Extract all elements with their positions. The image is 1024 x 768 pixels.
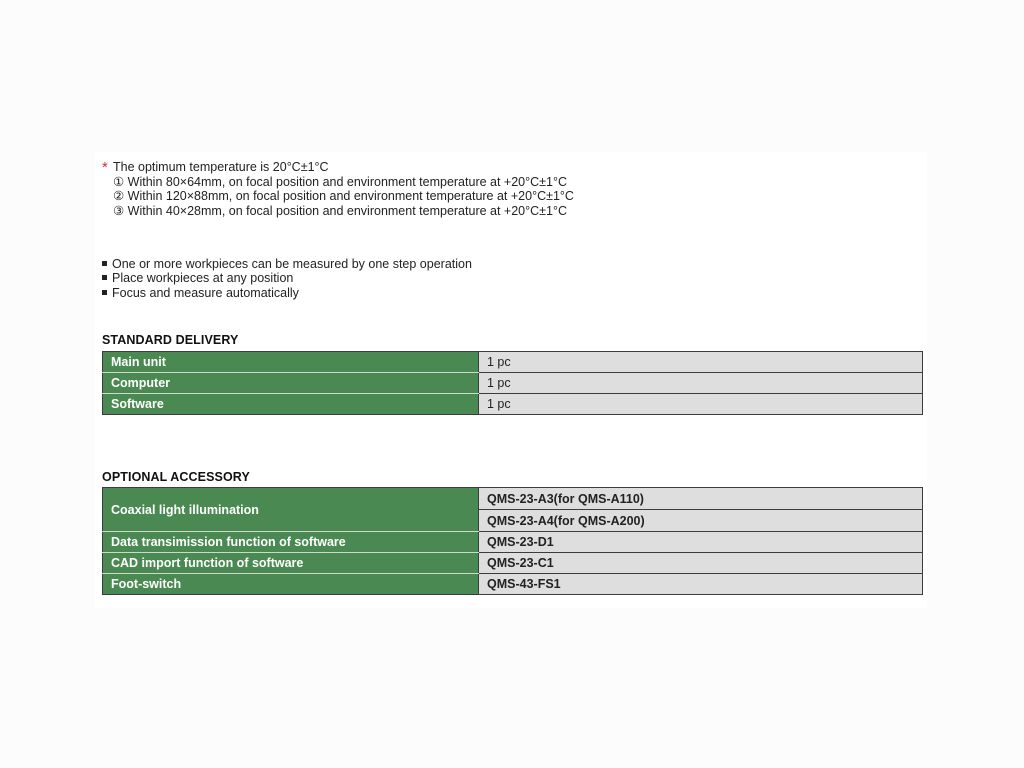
square-bullet-icon xyxy=(102,275,107,280)
feature-list xyxy=(102,257,472,300)
row-value: 1 pc xyxy=(479,373,923,394)
optional-accessory-table xyxy=(102,487,923,595)
row-label: Data transimission function of software xyxy=(103,532,479,553)
square-bullet-icon xyxy=(102,290,107,295)
table-row xyxy=(103,394,923,415)
row-value: 1 pc xyxy=(479,394,923,415)
temperature-notes xyxy=(102,160,574,218)
row-label: Computer xyxy=(103,373,479,394)
table-row xyxy=(103,532,923,553)
row-value: QMS-23-A3(for QMS-A110) xyxy=(479,488,923,510)
feature-text: Place workpieces at any position xyxy=(112,271,294,286)
feature-item xyxy=(102,271,472,285)
temperature-note-main xyxy=(102,160,574,175)
standard-delivery-title: STANDARD DELIVERY xyxy=(102,333,239,347)
feature-text: Focus and measure automatically xyxy=(112,285,299,300)
feature-text: One or more workpieces can be measured by one step operation xyxy=(112,257,472,271)
table-row xyxy=(103,553,923,574)
row-label: Main unit xyxy=(103,352,479,373)
row-value: QMS-23-C1 xyxy=(479,553,923,574)
row-label: Foot-switch xyxy=(103,574,479,595)
row-label: CAD import function of software xyxy=(103,553,479,574)
temperature-note-item: ③ Within 40×28mm, on focal position and environment temperature at +20°C±1°C xyxy=(113,203,567,218)
table-row xyxy=(103,488,923,510)
row-label: Software xyxy=(103,394,479,415)
row-value: 1 pc xyxy=(479,352,923,373)
temperature-note-text: The optimum temperature is 20°C±1°C xyxy=(113,160,329,174)
feature-item xyxy=(102,286,472,300)
table-row xyxy=(103,373,923,394)
square-bullet-icon xyxy=(102,261,107,266)
standard-delivery-table xyxy=(102,351,923,415)
row-value: QMS-43-FS1 xyxy=(479,574,923,595)
row-value: QMS-23-A4(for QMS-A200) xyxy=(479,510,923,532)
row-label: Coaxial light illumination xyxy=(103,488,479,532)
temperature-note-item: ② Within 120×88mm, on focal position and environment temperature at +20°C±1°C xyxy=(113,189,574,203)
optional-accessory-title: OPTIONAL ACCESSORY xyxy=(102,470,250,484)
temperature-note-item: ① Within 80×64mm, on focal position and environment temperature at +20°C±1°C xyxy=(113,174,567,189)
feature-item xyxy=(102,257,472,271)
asterisk-icon: * xyxy=(102,159,108,176)
row-value: QMS-23-D1 xyxy=(479,532,923,553)
table-row xyxy=(103,352,923,373)
table-row xyxy=(103,574,923,595)
